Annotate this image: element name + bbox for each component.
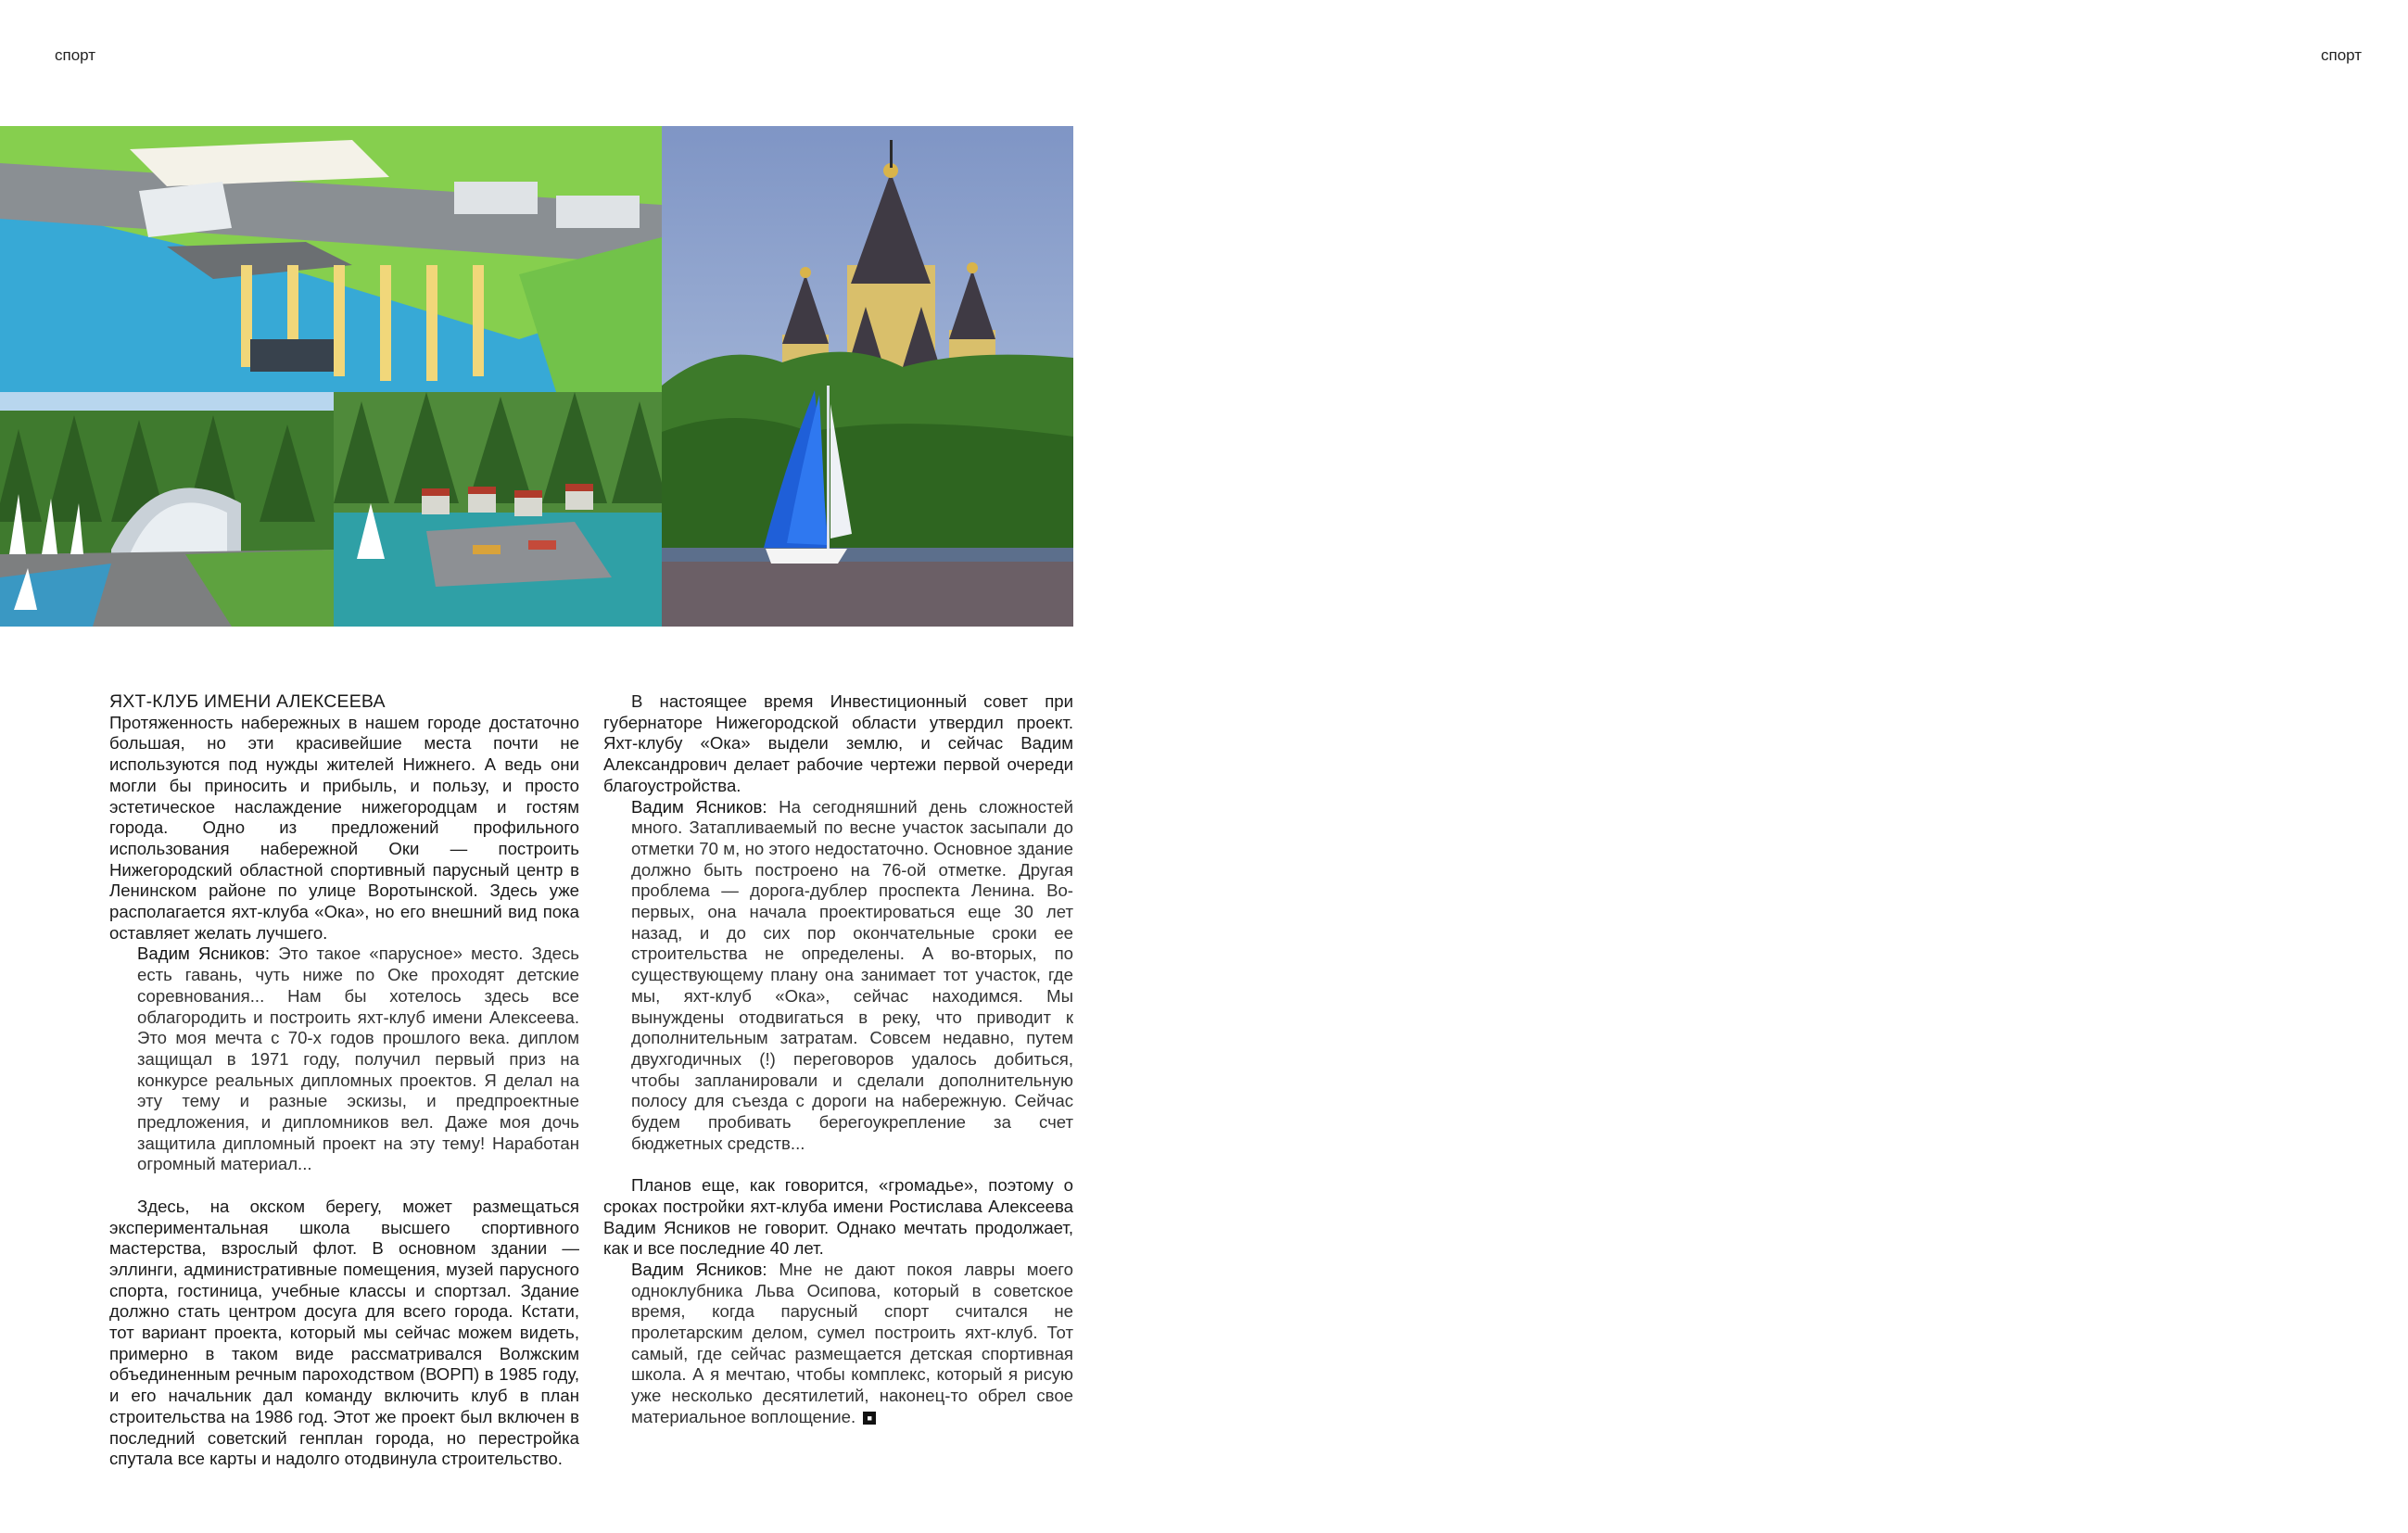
article-headline: ЯХТ-КЛУБ ИМЕНИ АЛЕКСЕЕВА	[109, 691, 386, 712]
quote-3-text: Мне не дают покоя лавры моего одноклубника Льва Осипова, который в советское время, когда парусный спорт считался не пролетарским делом, сумел построить яхт-клуб. Тот самый, где сейчас размещается детская спортивная школа. А я мечтаю, чтобы комплекс, который я рисую уже несколько десятилетий, наконец-то обрел свое материальное воплощение.	[631, 1259, 1073, 1426]
quote-3	[631, 1260, 1073, 1428]
article-paragraph-4: Планов еще, как говорится, «громадье», поэтому о сроках постройки яхт-клуба имени Ростислава Алексеева Вадим Ясников не говорит. Однако мечтать продолжает, как и все последние 40 лет.	[603, 1175, 1073, 1259]
quote-3-speaker: Вадим Ясников:	[631, 1259, 767, 1279]
article-paragraph-2: Здесь, на окском берегу, может размещаться экспериментальная школа высшего спортивного мастерства, взрослый флот. В основном здании — эллинги, административные помещения, музей парусного спорта, гостиница, учебные классы и спортзал. Здание должно стать центром досуга для всего города. Кстати, тот вариант проекта, который мы сейчас можем видеть, примерно в таком виде рассматривался Волжским объединенным речным пароходством (ВОРП) в 1985 году, и его начальник дал команду включить клуб в план строительства на 1986 год. Этот же проект был включен в последний советский генплан города, но перестройка спутала все карты и надолго отодвинула строительство.	[109, 1196, 579, 1469]
article-lead: Протяженность набережных в нашем городе достаточно большая, но эти красивейшие места почти не используются под нужды жителей Нижнего. А ведь они могли бы приносить и прибыль, и пользу, и просто эстетическое наслаждение нижегородцам и гостям города. Одно из предложений профильного использования набережной Оки — построить Нижегородский областной спортивный парусный центр в Ленинском районе по улице Воротынской. Здесь уже располагается яхт-клуба «Ока», но его внешний вид пока оставляет желать лучшего.	[109, 712, 579, 943]
cathedral-sailboat-photo	[662, 126, 1073, 627]
quote-1	[137, 944, 579, 1175]
quote-2	[631, 797, 1073, 1155]
hangar-render-image	[0, 392, 334, 627]
section-label-left: спорт	[55, 46, 96, 64]
quote-1-speaker: Вадим Ясников:	[137, 944, 271, 964]
paragraph-gap	[603, 1154, 1073, 1175]
article-column-left	[109, 691, 579, 1470]
article-column-right	[603, 691, 1073, 1428]
marina-render-image	[0, 126, 662, 392]
end-of-article-icon: ■	[863, 1412, 876, 1425]
quote-2-text: На сегодняшний день сложностей много. Затапливаемый по весне участок засыпали до отметки 70 м, но этого недостаточно. Основное здание должно быть построено на 76-ой отметке. Другая проблема — дорога-дублер проспекта Ленина. Во-первых, она начала проектироваться еще 30 лет назад, и до сих пор окончательные сроки ее строительства не определены. А во-вторых, по существующему плану она занимает тот участок, где мы, яхт-клуб «Ока», сейчас находимся. Мы вынуждены отодвигаться в реку, что приводит к дополнительным затратам. Совсем недавно, путем двухгодичных (!) переговоров удалось добиться, чтобы запланировали и сделали дополнительную полосу для съезда с дороги на набережную. Сейчас будем пробивать берегоукрепление за счет бюджетных средств...	[631, 796, 1073, 1153]
paragraph-gap	[109, 1175, 579, 1197]
pontoon-render-image	[334, 392, 662, 627]
quote-1-text: Это такое «парусное» место. Здесь есть гавань, чуть ниже по Оке проходят детские соревнования... Нам бы хотелось здесь все облагородить и построить яхт-клуб имени Алексеева. Это моя мечта с 70-х годов прошлого века. диплом защищал в 1971 году, получил первый приз на конкурсе реальных дипломных проектов. Я делал на эту тему и разные эскизы, и предпроектные предложения, и дипломников вел. Даже моя дочь защитила дипломный проект на эту тему! Наработан огромный материал...	[137, 944, 579, 1174]
article-paragraph-3: В настоящее время Инвестиционный совет при губернаторе Нижегородской области утвердил проект. Яхт-клубу «Ока» выдели землю, и сейчас Вадим Александрович делает рабочие чертежи первой очереди благоустройства.	[603, 691, 1073, 795]
section-label-right: спорт	[2321, 46, 2363, 64]
quote-2-speaker: Вадим Ясников:	[631, 796, 767, 817]
